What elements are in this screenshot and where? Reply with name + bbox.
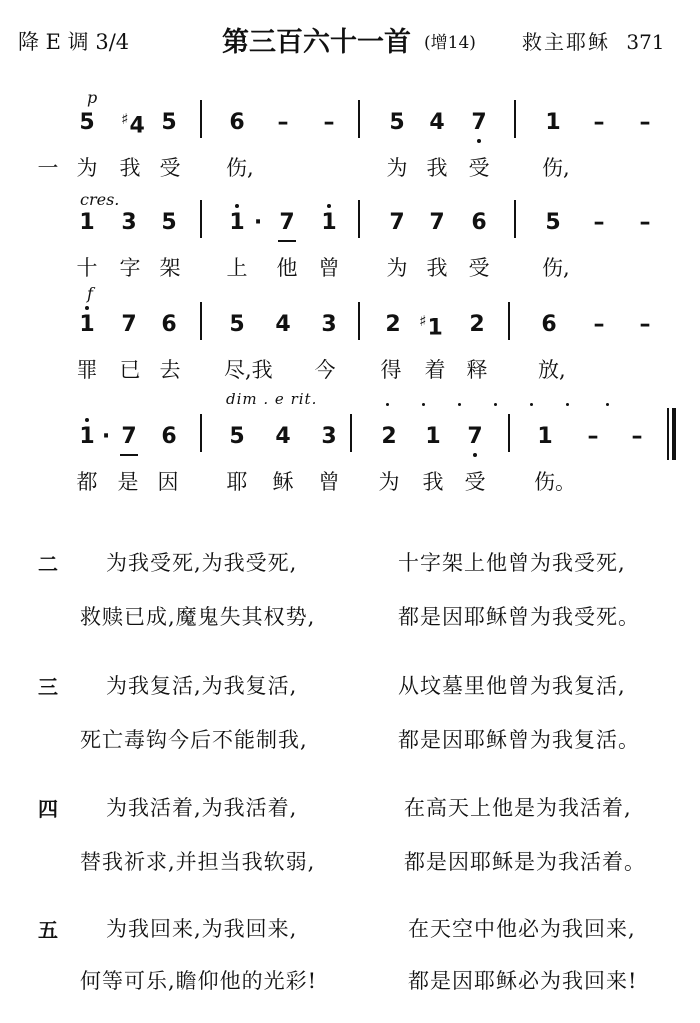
note: 5 [79,110,95,135]
note: 7 [121,312,137,337]
dot-dur: · [101,424,111,449]
lyric: 我 [426,256,448,280]
verse-number: 三 [38,675,58,699]
barline [200,200,202,238]
verse-number: 一 [37,156,59,180]
category-label: 救主耶稣 [522,30,610,54]
dash: – [639,210,651,235]
verse-line: 在天空中他必为我回来, [408,917,636,941]
note: 5 [161,210,177,235]
lyric: 受 [464,470,486,494]
lyric: 尽,我 [224,358,273,382]
upper-octave-dot [327,204,331,208]
note: 7 [429,210,445,235]
note: 5 [161,110,177,135]
dot-dur: · [253,210,263,235]
rit-dot [458,403,461,406]
dash: – [593,110,605,135]
lyric: 放, [538,358,566,382]
lower-octave-dot [473,453,477,457]
lyric: 架 [159,256,181,280]
verse-line: 十字架上他曾为我受死, [398,551,626,575]
note: 6 [229,110,245,135]
verse-line: 都是因耶稣曾为我受死。 [398,605,640,629]
sharp-icon: ♯ [419,312,427,330]
lyric: 着 [424,358,446,382]
page-number: 371 [626,30,665,54]
verse-line: 为我复活,为我复活, [106,674,298,698]
verse-line: 为我受死,为我受死, [106,551,298,575]
note: 5 [229,312,245,337]
lyric: 为 [378,470,400,494]
dash: – [639,110,651,135]
verse-line: 何等可乐,瞻仰他的光彩! [80,969,318,993]
rit-dot [530,403,533,406]
dynamic-p: p [87,88,98,107]
verse-number: 五 [38,918,58,942]
verse-line: 在高天上他是为我活着, [404,796,632,820]
verse-number: 二 [38,552,58,576]
note: 1 [545,110,561,135]
lyric: 上 [226,256,248,280]
note: 6 [161,312,177,337]
note: 7 [279,210,295,235]
lyric: 得 [380,358,402,382]
note: 1 [79,424,95,449]
lyric: 都 [76,470,98,494]
barline [200,100,202,138]
note: 6 [541,312,557,337]
verse-number: 四 [38,797,58,821]
dynamic-dim-rit: dim . e rit. [226,390,318,408]
barline [200,414,202,452]
supplement-number: (增14) [424,33,476,53]
barline [514,100,516,138]
note: 1 [229,210,245,235]
dynamic-f: f [87,284,93,303]
dash: – [587,424,599,449]
verse-line: 为我回来,为我回来, [106,917,298,941]
note: 2 [381,424,397,449]
upper-octave-dot [85,306,89,310]
lyric: 受 [159,156,181,180]
lyric: 稣 [272,470,294,494]
note: 1 [427,315,443,341]
note: 4 [129,113,145,139]
rit-dot [494,403,497,406]
lyric: 已 [119,358,141,382]
lyric: 伤, [226,156,254,180]
rit-dot [606,403,609,406]
rit-dot [566,403,569,406]
hymn-category [522,26,665,55]
underline [278,240,296,242]
lyric: 他 [276,256,298,280]
rit-dot [386,403,389,406]
barline [358,100,360,138]
lyric: 我 [119,156,141,180]
note: 7 [471,110,487,135]
lyric: 伤, [542,156,570,180]
note: 7 [467,424,483,449]
note: 2 [385,312,401,337]
note: 1 [537,424,553,449]
dash: – [277,110,289,135]
note: 3 [321,424,337,449]
upper-octave-dot [235,204,239,208]
note: 4 [275,312,291,337]
barline [358,302,360,340]
note: 7 [121,424,137,449]
lyric: 释 [466,358,488,382]
underline [120,454,138,456]
barline [200,302,202,340]
lyric: 曾 [318,256,340,280]
lyric: 字 [119,256,141,280]
verse-line: 都是因耶稣曾为我复活。 [398,728,640,752]
lyric: 罪 [76,358,98,382]
barline [508,302,510,340]
note: 5 [229,424,245,449]
verse-line: 都是因耶稣必为我回来! [408,969,638,993]
note: 1 [321,210,337,235]
verse-line: 替我祈求,并担当我软弱, [80,850,316,874]
note-sharp [112,110,154,138]
note: 7 [389,210,405,235]
lyric: 我 [426,156,448,180]
note: 5 [389,110,405,135]
barline [358,200,360,238]
dash: – [639,312,651,337]
note: 5 [545,210,561,235]
key-signature: 降 E 调 3/4 [18,30,130,54]
note: 1 [79,312,95,337]
lyric: 受 [468,156,490,180]
verse-line: 从坟墓里他曾为我复活, [398,674,626,698]
note: 6 [161,424,177,449]
note: 2 [469,312,485,337]
lyric: 耶 [226,470,248,494]
lyric: 我 [422,470,444,494]
lower-octave-dot [477,139,481,143]
barline [514,200,516,238]
note: 6 [471,210,487,235]
note: 3 [121,210,137,235]
note-sharp [410,312,452,340]
note: 3 [321,312,337,337]
barline [350,414,352,452]
lyric: 去 [159,358,181,382]
lyric: 曾 [318,470,340,494]
lyric: 是 [117,470,139,494]
dash: – [593,312,605,337]
dynamic-cres: cres. [80,190,120,209]
lyric: 为 [76,156,98,180]
note: 1 [79,210,95,235]
verse-line: 救赎已成,魔鬼失其权势, [80,605,316,629]
barline [508,414,510,452]
dash: – [323,110,335,135]
verse-line: 死亡毒钩今后不能制我, [80,728,308,752]
lyric: 受 [468,256,490,280]
lyric: 为 [386,156,408,180]
lyric: 今 [314,358,336,382]
upper-octave-dot [85,418,89,422]
hymn-title: 第三百六十一首 [222,27,411,58]
final-barline-thick [672,408,676,460]
note: 4 [429,110,445,135]
lyric: 十 [76,256,98,280]
dash: – [593,210,605,235]
note: 4 [275,424,291,449]
sharp-icon: ♯ [121,110,129,128]
note: 1 [425,424,441,449]
lyric: 伤。 [534,470,576,494]
final-barline-thin [667,408,669,460]
dash: – [631,424,643,449]
verse-line: 为我活着,为我活着, [106,796,298,820]
lyric: 为 [386,256,408,280]
verse-line: 都是因耶稣是为我活着。 [404,850,646,874]
rit-dot [422,403,425,406]
lyric: 因 [157,470,179,494]
lyric: 伤, [542,256,570,280]
